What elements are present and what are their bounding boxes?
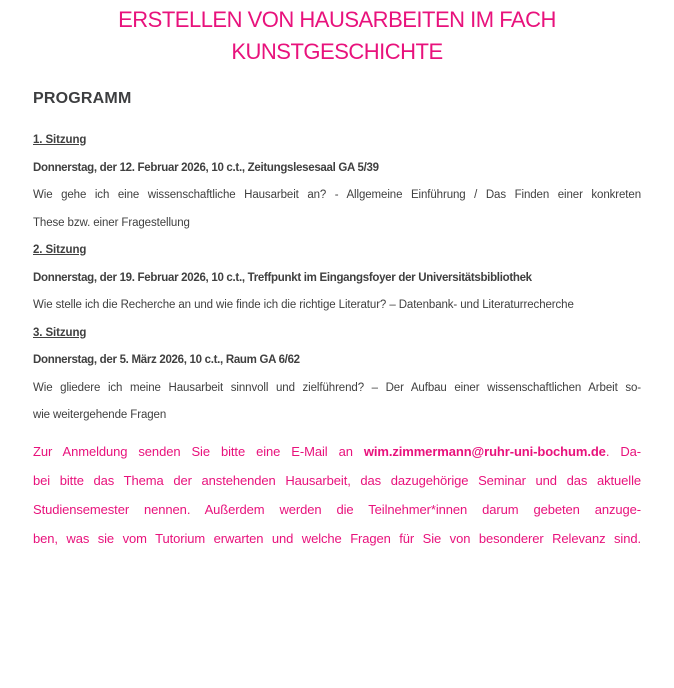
document-title <box>33 4 641 68</box>
session-3-label: 3. Sitzung <box>33 326 87 339</box>
program-schedule <box>33 127 641 430</box>
session-2-label: 2. Sitzung <box>33 244 87 256</box>
session-1-description-line-1: Wie gehe ich eine wissenschaftliche Hausarbeit an? - Allgemeine Einführung / Das Finden einer konkreten <box>33 189 641 201</box>
registration-paragraph <box>33 437 641 553</box>
session-2-datetime: Donnerstag, der 19. Februar 2026, 10 c.t., Treffpunkt im Eingangsfoyer der Universitätsbibliothek <box>33 271 532 284</box>
session-block-3 <box>33 320 641 430</box>
registration-line-4: ben, was sie vom Tutorium erwarten und welche Fragen für Sie von besonderer Relevanz sind. <box>33 530 641 546</box>
email-address: wim.zimmermann@ruhr-uni-bochum.de <box>363 443 606 459</box>
session-2-description-line-1: Wie stelle ich die Recherche an und wie finde ich die richtige Literatur? – Datenbank- und Literaturrecherche <box>33 299 574 311</box>
registration-line-1-post: . Da- <box>605 443 641 459</box>
title-line-1: ERSTELLEN VON HAUSARBEITEN IM FACH <box>118 7 556 32</box>
document-page <box>33 4 641 553</box>
session-1-description-line-2: These bzw. einer Fragestellung <box>33 216 190 229</box>
program-heading: PROGRAMM <box>33 90 132 107</box>
session-block-2 <box>33 237 641 320</box>
registration-line-1 <box>33 437 641 466</box>
registration-line-3: Studiensemester nennen. Außerdem werden die Teilnehmer*innen darum gebeten anzuge- <box>33 501 641 517</box>
registration-line-1-pre: Zur Anmeldung senden Sie bitte eine E-Mail an <box>33 443 364 459</box>
session-3-description-line-1: Wie gliedere ich meine Hausarbeit sinnvoll und zielführend? – Der Aufbau einer wissenschaftlichen Arbeit so- <box>33 381 641 394</box>
session-3-datetime: Donnerstag, der 5. März 2026, 10 c.t., Raum GA 6/62 <box>33 354 300 366</box>
session-block-1 <box>33 127 641 237</box>
title-line-2: KUNSTGESCHICHTE <box>231 39 443 64</box>
session-3-description-line-2: wie weitergehende Fragen <box>33 409 167 421</box>
session-1-label: 1. Sitzung <box>33 134 87 146</box>
registration-line-2: bei bitte das Thema der anstehenden Hausarbeit, das dazugehörige Seminar und das aktuelle <box>33 472 641 488</box>
session-1-datetime: Donnerstag, der 12. Februar 2026, 10 c.t., Zeitungslesesaal GA 5/39 <box>33 161 379 174</box>
